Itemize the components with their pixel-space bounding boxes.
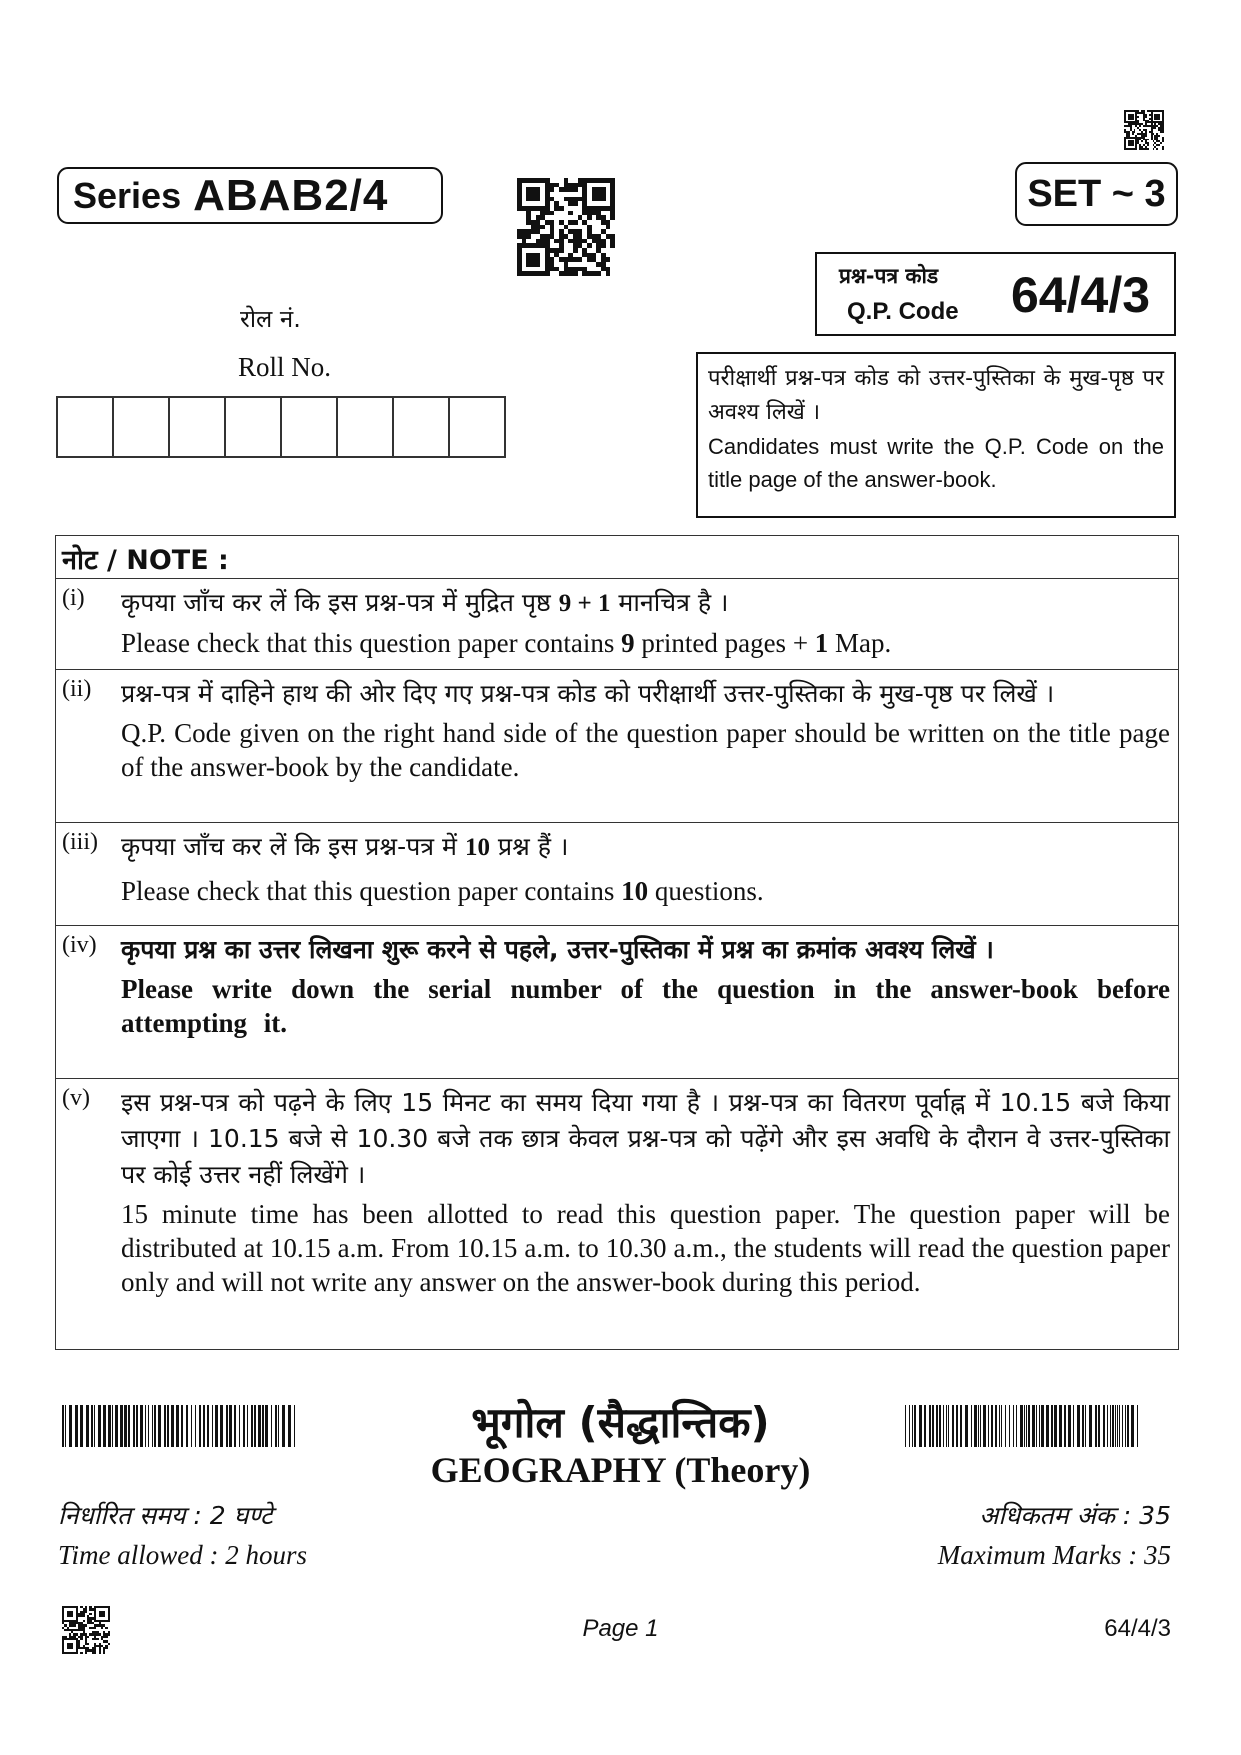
note-item-number: (v) — [62, 1085, 90, 1111]
qp-code-label-hi: प्रश्न-पत्र कोड — [839, 264, 939, 288]
footer-qp-code: 64/4/3 — [1104, 1615, 1171, 1642]
note-item-number: (iv) — [62, 932, 97, 958]
instruction-hi: परीक्षार्थी प्रश्न-पत्र कोड को उत्तर-पुस्तिका के मुख-पृष्ठ पर अवश्य लिखें । — [708, 366, 1164, 425]
qp-code-value: 64/4/3 — [1011, 267, 1151, 323]
note-item — [56, 926, 1178, 1079]
note-item-en: Please check that this question paper contains 9 printed pages + 1 Map. — [121, 628, 892, 658]
max-marks-en: Maximum Marks : 35 — [937, 1540, 1171, 1570]
note-item-number: (iii) — [62, 829, 98, 855]
roll-box[interactable] — [336, 396, 394, 458]
qp-code-label-en: Q.P. Code — [847, 298, 959, 325]
roll-number-boxes[interactable] — [56, 396, 504, 458]
page-number: Page 1 — [582, 1615, 659, 1642]
note-item-hi: कृपया जाँच कर लें कि इस प्रश्न-पत्र में 10 प्रश्न हैं । — [121, 832, 569, 861]
series-value: ABAB2/4 — [193, 170, 389, 220]
roll-box[interactable] — [448, 396, 506, 458]
set-label: SET ~ 3 — [1027, 172, 1166, 215]
time-allowed-en: Time allowed : 2 hours — [58, 1540, 308, 1570]
note-item-en: Q.P. Code given on the right hand side of the question paper should be written on the title page of the answer-book by the candidate. — [121, 718, 1170, 782]
note-item-en: 15 minute time has been allotted to read this question paper. The question paper will be distributed at 10.15 a.m. From 10.15 a.m. to 10.30 a.m., the students will read the question paper only and will not write any answer on the answer-book during this period. — [121, 1199, 1170, 1297]
qr-code-top-right — [1124, 110, 1164, 150]
note-heading: नोट / NOTE : — [56, 536, 1178, 579]
note-item — [56, 670, 1178, 823]
subject-title-hi: भूगोल (सैद्धान्तिक) — [471, 1398, 770, 1447]
qp-code-box — [815, 252, 1176, 336]
note-table — [55, 535, 1179, 1350]
note-item-hi: इस प्रश्न-पत्र को पढ़ने के लिए 15 मिनट का समय दिया गया है । प्रश्न-पत्र का वितरण पूर्वाह्न में 10.15 बजे किया जाएगा । 10.15 बजे से 10.30 बजे तक छात्र केवल प्रश्न-पत्र को पढ़ेंगे और इस अवधि के दौरान वे उत्तर-पुस्तिका पर कोई उत्तर नहीं लिखेंगे । — [121, 1088, 1170, 1189]
roll-box[interactable] — [392, 396, 450, 458]
series-label: Series — [73, 174, 182, 216]
roll-box[interactable] — [56, 396, 114, 458]
note-item — [56, 823, 1178, 926]
qr-code-top-center — [517, 178, 615, 276]
roll-label-hi: रोल नं. — [240, 305, 301, 333]
set-box — [1015, 162, 1178, 226]
instruction-en: Candidates must write the Q.P. Code on the title page of the answer-book. — [708, 434, 1164, 492]
subject-title-en: GEOGRAPHY (Theory) — [430, 1450, 811, 1490]
series-box — [57, 167, 443, 224]
note-item-hi: प्रश्न-पत्र में दाहिने हाथ की ओर दिए गए प्रश्न-पत्र कोड को परीक्षार्थी उत्तर-पुस्तिका के मुख-पृष्ठ पर लिखें । — [121, 679, 1055, 708]
roll-box[interactable] — [224, 396, 282, 458]
time-allowed-hi: निर्धारित समय : 2 घण्टे — [58, 1501, 273, 1530]
candidate-instruction-box — [696, 352, 1176, 518]
note-item — [56, 579, 1178, 670]
note-item-hi: कृपया प्रश्न का उत्तर लिखना शुरू करने से पहले, उत्तर-पुस्तिका में प्रश्न का क्रमांक अवश्य लिखें । — [121, 935, 994, 964]
roll-box[interactable] — [280, 396, 338, 458]
note-item-en: Please check that this question paper contains 10 questions. — [121, 876, 764, 906]
note-item-number: (ii) — [62, 676, 92, 702]
roll-box[interactable] — [112, 396, 170, 458]
note-item-hi: कृपया जाँच कर लें कि इस प्रश्न-पत्र में मुद्रित पृष्ठ 9 + 1 मानचित्र है । — [121, 588, 729, 617]
note-item-number: (i) — [62, 585, 85, 611]
max-marks-hi: अधिकतम अंक : 35 — [979, 1501, 1171, 1530]
roll-box[interactable] — [168, 396, 226, 458]
note-item — [56, 1079, 1178, 1349]
roll-label-en: Roll No. — [238, 352, 332, 382]
note-item-en: Please write down the serial number of the question in the answer-book before attempting it. — [121, 974, 1170, 1038]
